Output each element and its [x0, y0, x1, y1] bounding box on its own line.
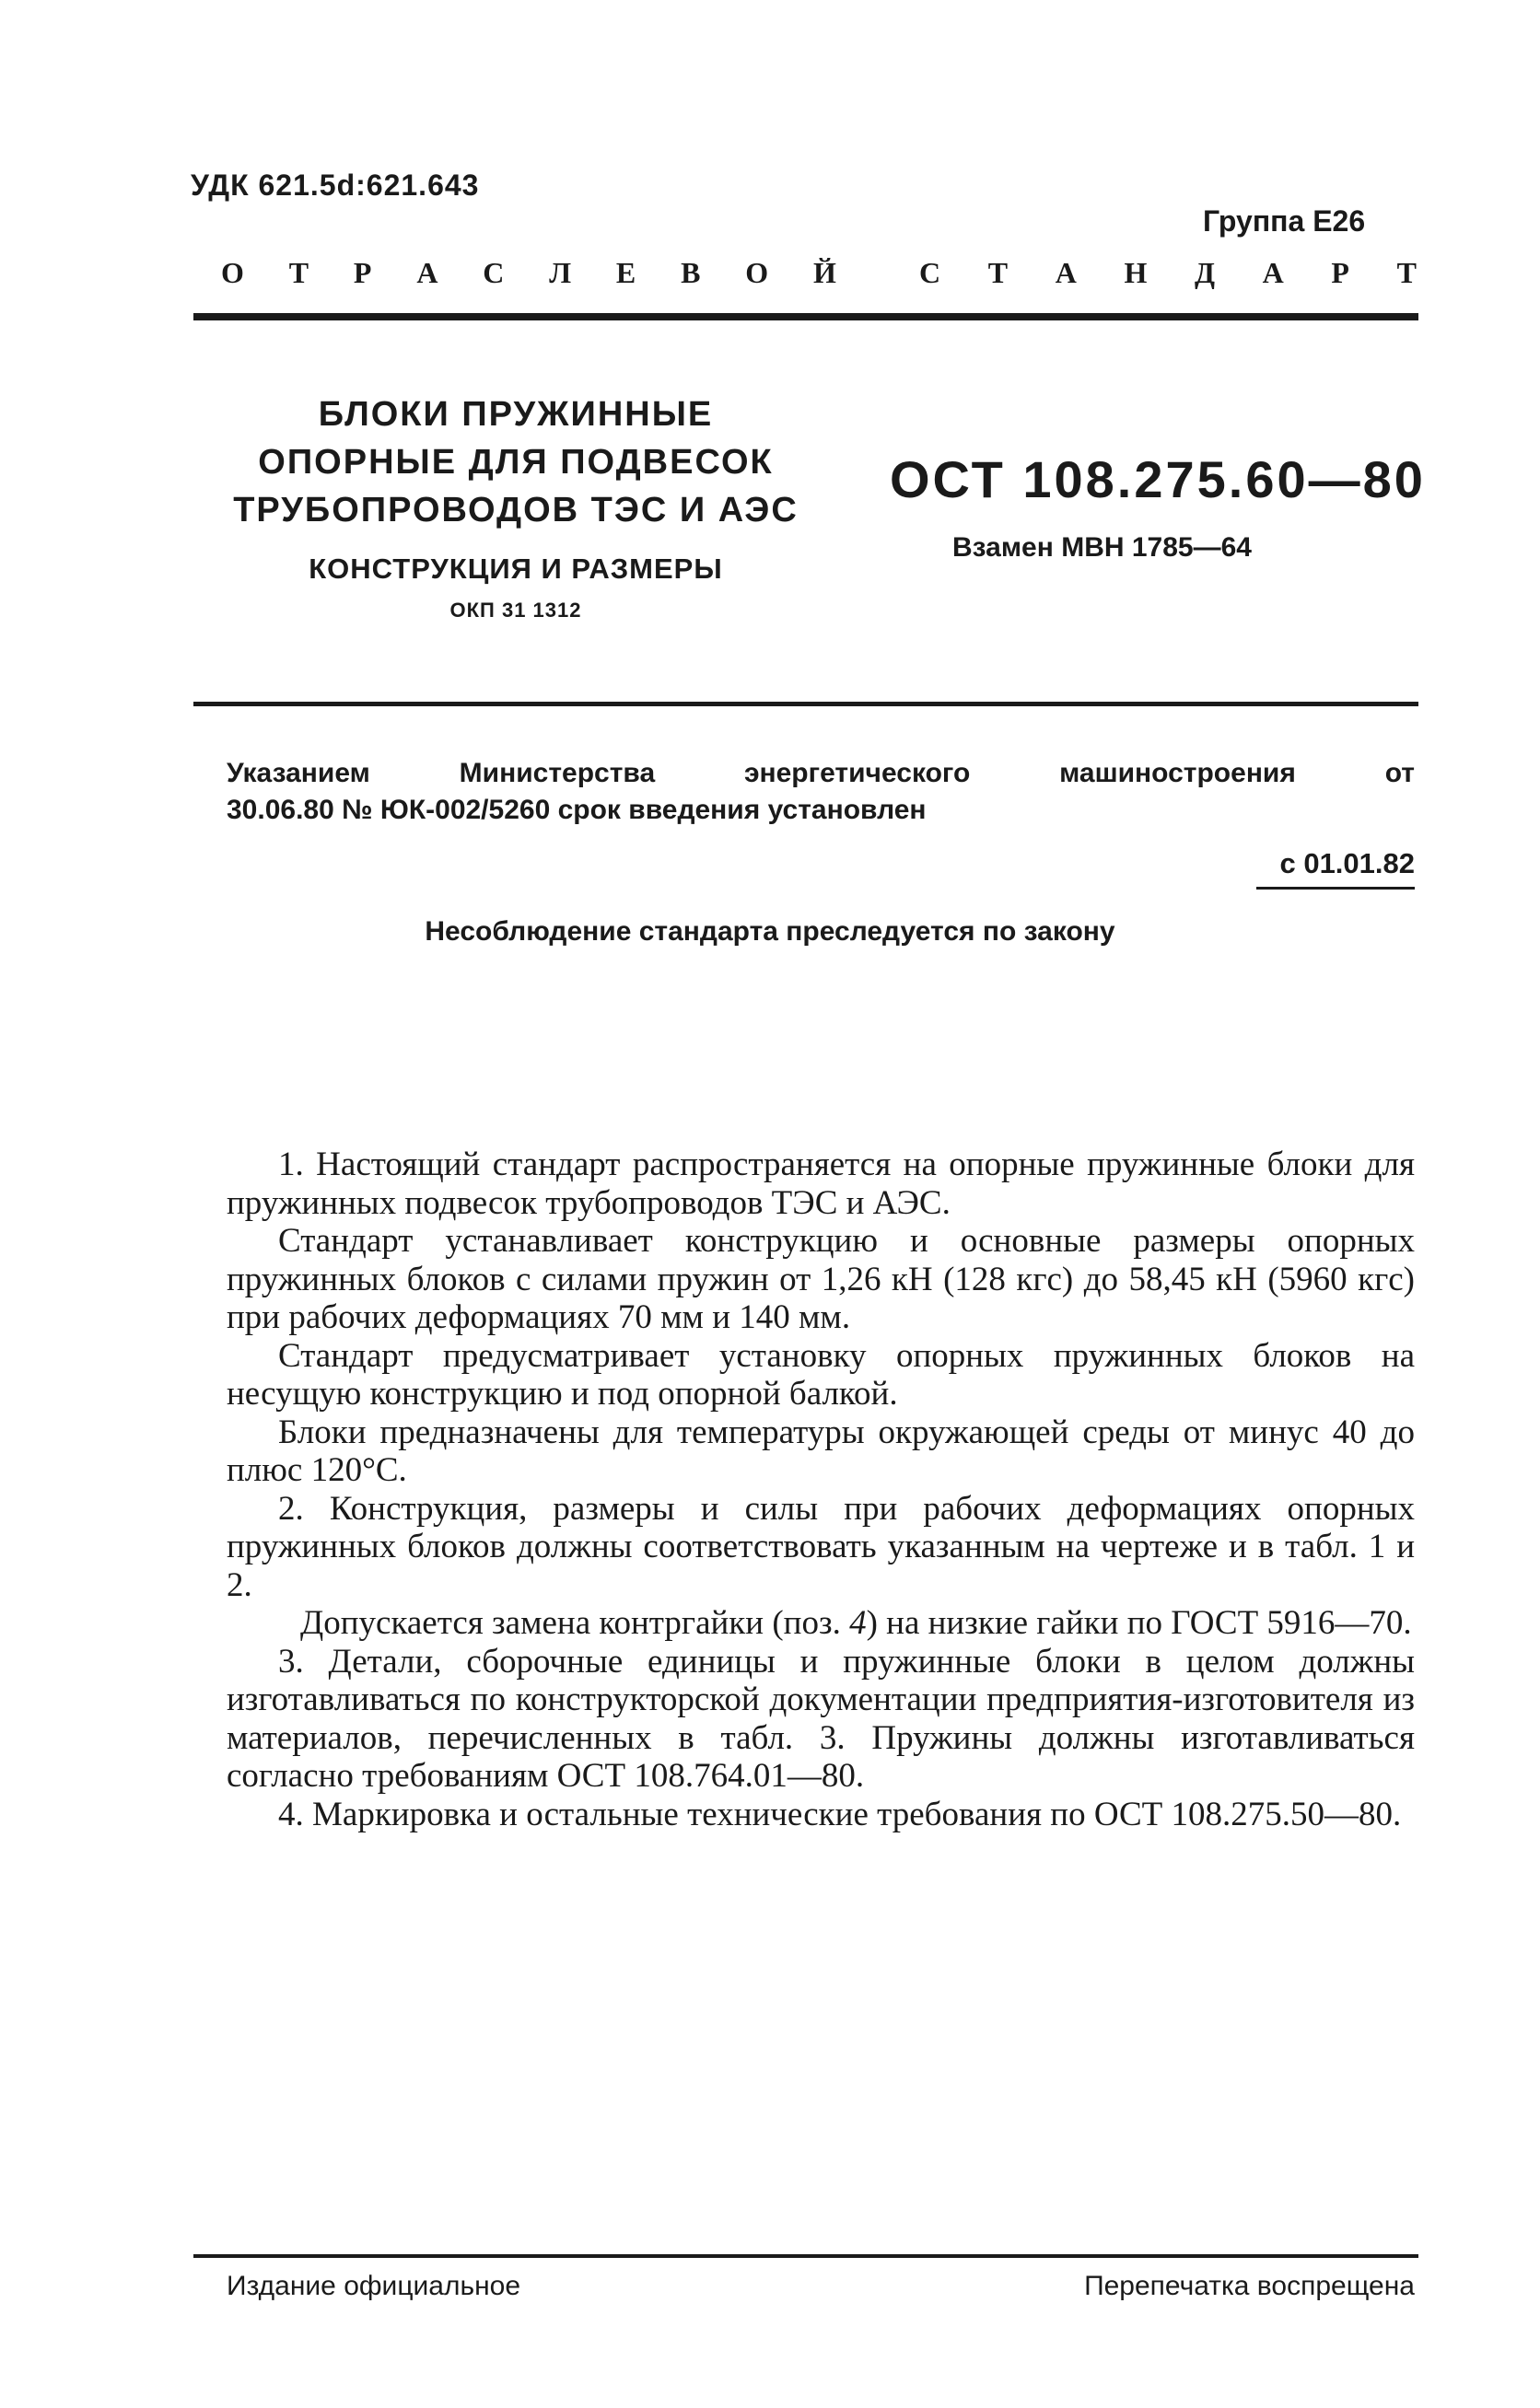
title-block — [221, 390, 811, 622]
udk-code: УДК 621.5d:621.643 — [191, 169, 480, 202]
header-divider — [193, 313, 1418, 320]
paragraph: 1. Настоящий стандарт распространяется на опорные пружинные блоки для пружинных подвесок трубопроводов ТЭС и АЭС. — [227, 1146, 1415, 1222]
edition-note: Издание официальное — [227, 2271, 521, 2301]
letter: Е — [615, 256, 636, 289]
decree-word: Министерства — [459, 758, 656, 788]
letter: А — [1262, 256, 1284, 289]
effective-date-underline — [1256, 887, 1415, 890]
letter: В — [681, 256, 701, 289]
decree-text — [227, 755, 1415, 829]
decree-line-1 — [227, 755, 1415, 792]
effective-date: с 01.01.82 — [1279, 847, 1415, 879]
decree-line-2: 30.06.80 № ЮК-002/5260 срок введения установлен — [227, 795, 927, 825]
letter: А — [416, 256, 438, 289]
decree-word: машиностроения — [1059, 758, 1296, 788]
title-line: БЛОКИ ПРУЖИННЫЕ — [318, 395, 714, 434]
paragraph: Блоки предназначены для температуры окружающей среды от минус 40 до плюс 120°С. — [227, 1413, 1415, 1489]
decree-word: Указанием — [227, 758, 370, 788]
letter: Й — [813, 256, 836, 289]
standard-type-word-1 — [221, 256, 836, 290]
letter: Т — [1396, 256, 1417, 289]
paragraph: Стандарт устанавливает конструкцию и основные размеры опорных пружинных блоков с силами пружин от 1,26 кН (128 кгс) до 58,45 кН (5960 кгс) при рабочих деформациях 70 мм и 140 мм. — [227, 1222, 1415, 1336]
decree-word: энергетического — [743, 758, 971, 788]
standard-type-heading — [221, 256, 1417, 290]
body-text — [227, 1146, 1415, 1833]
subtitle: КОНСТРУКЦИЯ И РАЗМЕРЫ — [309, 553, 723, 585]
letter: С — [919, 256, 941, 289]
group-code: Группа Е26 — [1203, 204, 1366, 238]
letter: Т — [987, 256, 1009, 289]
replaces-note: Взамен МВН 1785—64 — [952, 532, 1252, 563]
paragraph-part: Допускается замена контргайки (поз. — [300, 1604, 850, 1642]
letter: Р — [353, 256, 372, 289]
letter: С — [483, 256, 505, 289]
okp-code: ОКП 31 1312 — [449, 599, 582, 622]
decree-word: от — [1384, 758, 1415, 788]
standard-type-word-2 — [919, 256, 1417, 290]
letter: Т — [288, 256, 309, 289]
letter: А — [1055, 256, 1077, 289]
paragraph — [227, 1604, 1415, 1643]
paragraph-part: ) на низкие гайки по ГОСТ 5916—70. — [866, 1604, 1412, 1642]
title-line: ОПОРНЫЕ ДЛЯ ПОДВЕСОК — [258, 443, 774, 482]
letter: О — [221, 256, 244, 289]
paragraph: 2. Конструкция, размеры и силы при рабочих деформациях опорных пружинных блоков должны соответствовать указанным на чертеже и в табл. 1 и 2. — [227, 1489, 1415, 1604]
letter: Н — [1124, 256, 1148, 289]
letter: Р — [1331, 256, 1349, 289]
letter: Л — [549, 256, 572, 289]
standard-number: ОСТ 108.275.60—80 — [890, 450, 1426, 508]
letter: О — [745, 256, 769, 289]
footer-divider — [193, 2254, 1418, 2258]
paragraph: Стандарт предусматривает установку опорных пружинных блоков на несущую конструкцию и под опорной балкой. — [227, 1336, 1415, 1413]
paragraph: 3. Детали, сборочные единицы и пружинные блоки в целом должны изготавливаться по конструкторской документации предприятия-изготовителя из материалов, перечисленных в табл. 3. Пружины должны изготавливаться согласно требованиям ОСТ 108.764.01—80. — [227, 1642, 1415, 1795]
paragraph: 4. Маркировка и остальные технические требования по ОСТ 108.275.50—80. — [278, 1795, 1402, 1833]
title-line: ТРУБОПРОВОДОВ ТЭС И АЭС — [233, 491, 799, 529]
law-notice: Несоблюдение стандарта преследуется по закону — [425, 916, 1115, 947]
reprint-note: Перепечатка воспрещена — [1084, 2271, 1415, 2301]
position-number: 4 — [849, 1604, 867, 1642]
letter: Д — [1195, 256, 1216, 289]
title-divider — [193, 702, 1418, 706]
